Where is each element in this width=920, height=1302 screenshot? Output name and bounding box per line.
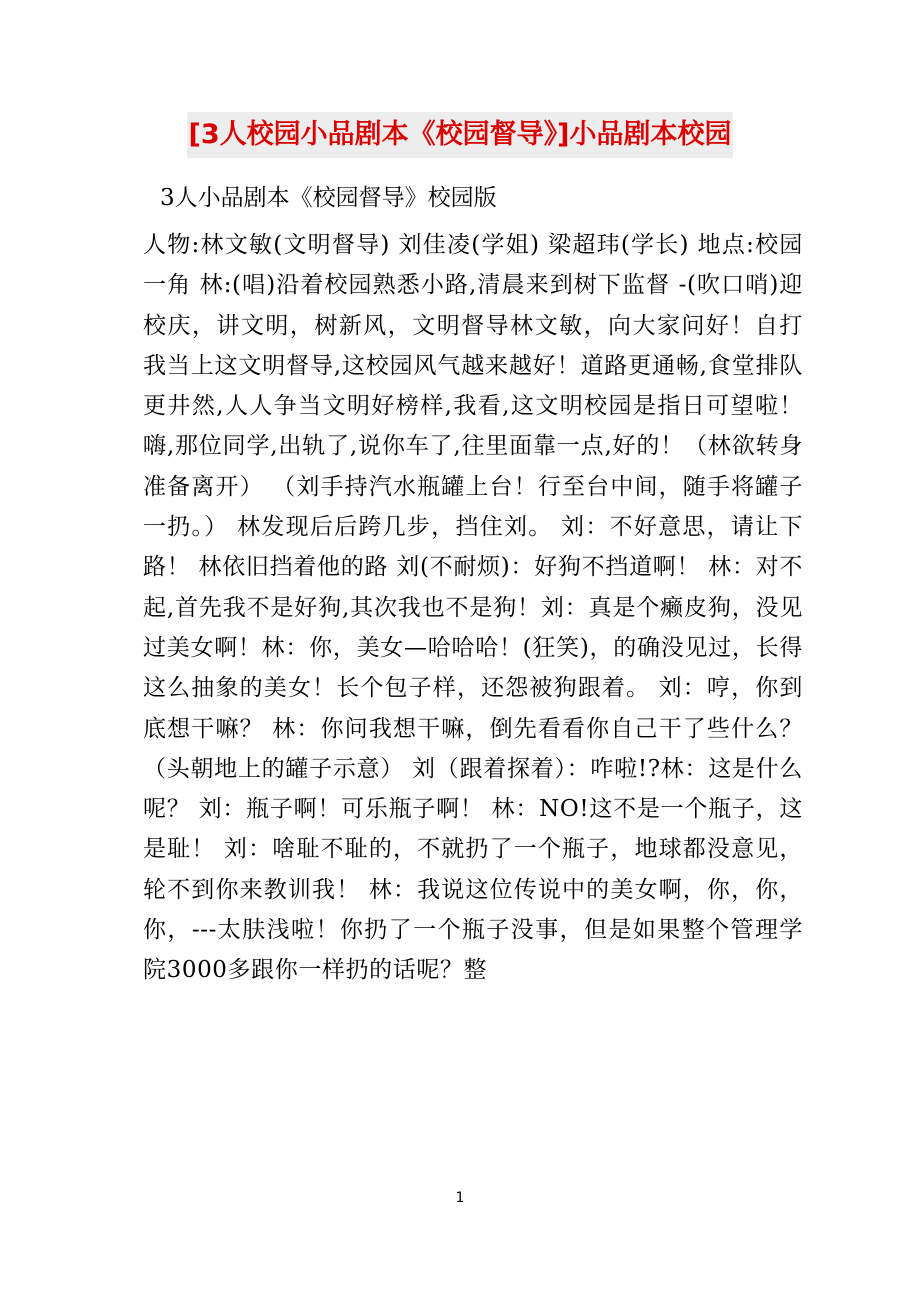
page-number: 1	[455, 1190, 465, 1206]
body-paragraph: 人物:林文敏(文明督导) 刘佳凌(学姐) 梁超玮(学长) 地点:校园一角 林:(唱)沿着校园熟悉小路,清晨来到树下监督 -(吹口哨)迎校庆，讲文明，树新风，文明督导林文敏，向大家问好！自打我当上这文明督导,这校园风气越来越好！道路更通畅,食堂排队更井然,人人争当文明好榜样,我看,这文明校园是指日可望啦！嗨,那位同学,出轨了,说你车了,往里面靠一点,好的！（林欲转身准备离开） （刘手持汽水瓶罐上台！行至台中间，随手将罐子一扔。） 林发现后后跨几步，挡住刘。 刘：不好意思，请让下路！ 林依旧挡着他的路 刘(不耐烦)：好狗不挡道啊！ 林：对不起,首先我不是好狗,其次我也不是狗！刘：真是个癞皮狗，没见过美女啊！林：你，美女—哈哈哈！(狂笑)，的确没见过，长得这么抽象的美女！长个包子样，还怨被狗跟着。 刘：哼，你到底想干嘛？ 林：你问我想干嘛，倒先看看你自己干了些什么？（头朝地上的罐子示意） 刘（跟着探着）：咋啦!?林：这是什么呢？ 刘：瓶子啊！可乐瓶子啊！ 林：NO!这不是一个瓶子，这是耻！ 刘：啥耻不耻的，不就扔了一个瓶子，地球都没意见，轮不到你来教训我！ 林：我说这位传说中的美女啊，你，你，你，---太肤浅啦！你扔了一个瓶子没事，但是如果整个管理学院3000多跟你一样扔的话呢？整	[143, 232, 803, 984]
title-container	[0, 112, 920, 158]
document-subtitle: 3人小品剧本《校园督导》校园版	[160, 185, 497, 211]
document-title: [3人校园小品剧本《校园督导》]小品剧本校园	[187, 112, 734, 158]
